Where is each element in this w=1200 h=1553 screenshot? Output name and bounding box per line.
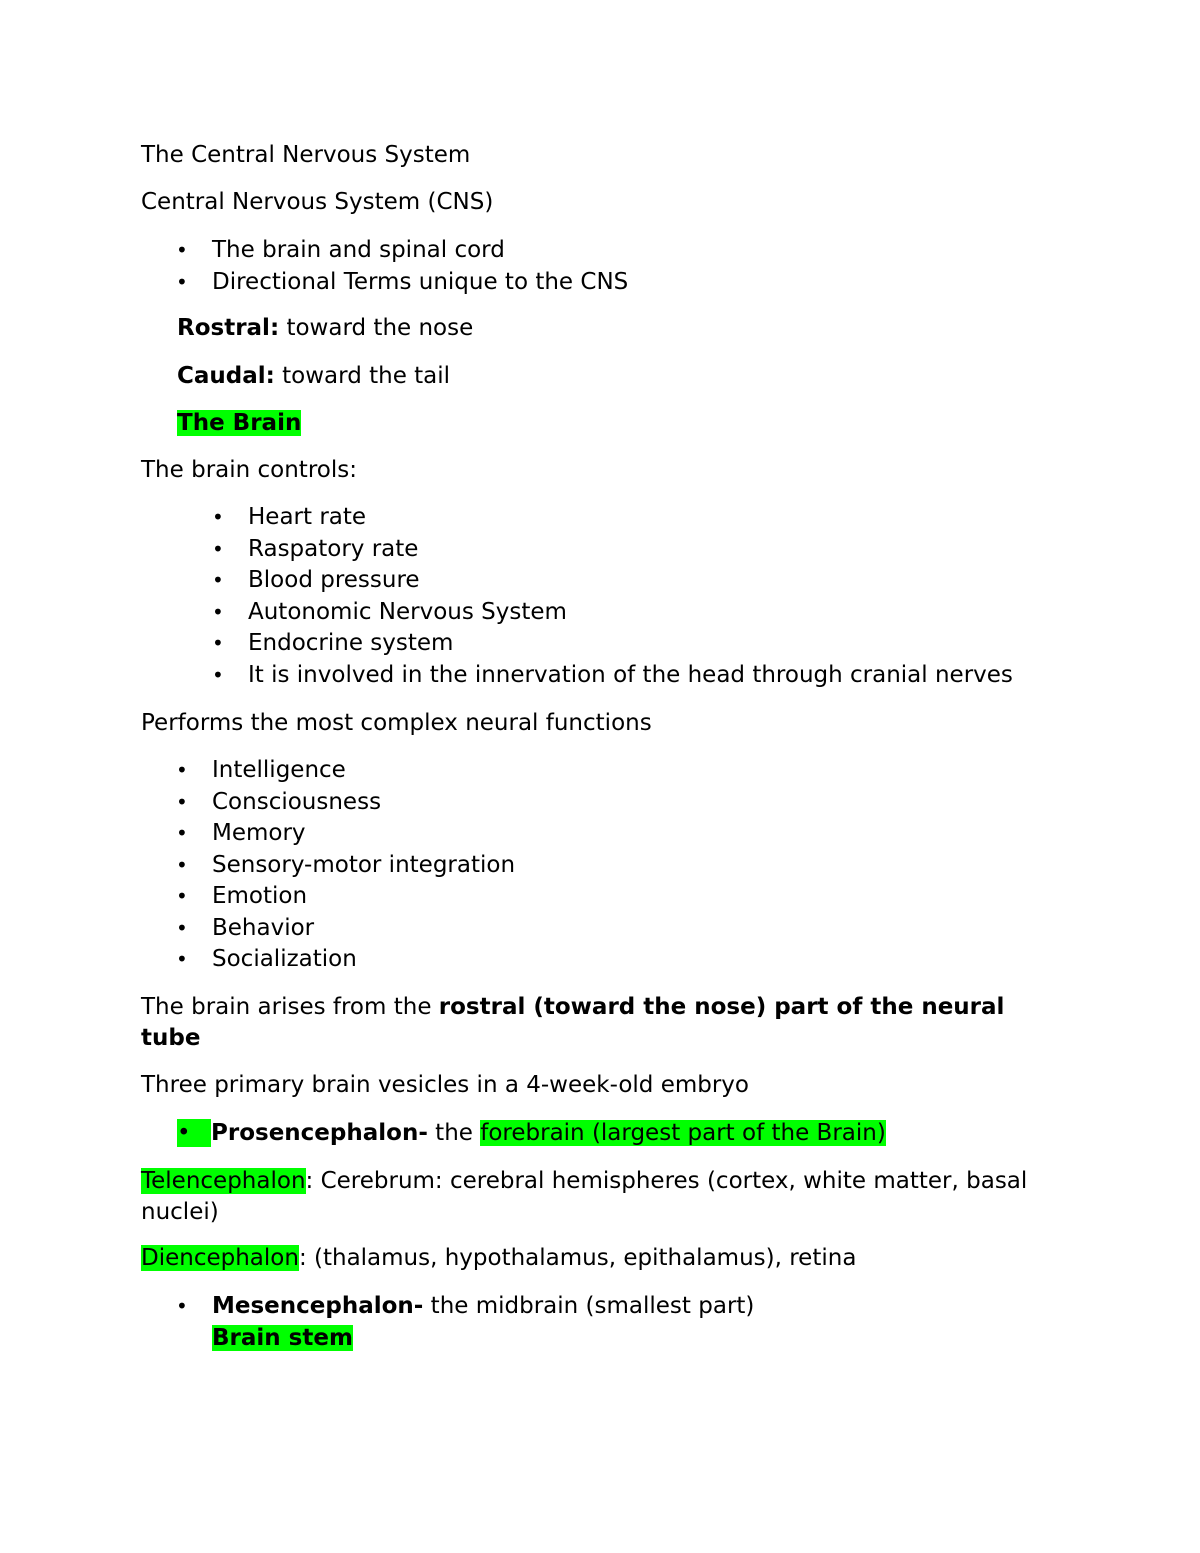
controls-list	[212, 503, 1013, 692]
bullet-icon: •	[212, 599, 224, 624]
list-item	[212, 1324, 754, 1356]
bullet-icon: •	[177, 1119, 211, 1147]
bullet-icon: •	[176, 915, 188, 940]
list-item: • Blood pressure	[212, 567, 420, 593]
diencephalon-definition: Diencephalon: (thalamus, hypothalamus, epithalamus), retina	[141, 1245, 857, 1271]
bullet-icon: •	[176, 269, 188, 294]
bullet-icon: •	[176, 1294, 188, 1318]
caudal-definition: Caudal: toward the tail	[177, 363, 451, 389]
list-item: • Endocrine system	[212, 630, 454, 656]
bullet-icon: •	[212, 536, 224, 561]
list-item: • It is involved in the innervation of the head through cranial nerves	[212, 661, 1013, 688]
brain-stem-label: Brain stem	[212, 1324, 353, 1351]
list-item: • Sensory-motor integration	[176, 851, 516, 878]
list-item: • Mesencephalon- the midbrain (smallest part)	[176, 1293, 755, 1319]
bullet-icon: •	[176, 758, 188, 782]
document-title: The Central Nervous System	[141, 142, 471, 168]
rostral-definition: Rostral: toward the nose	[177, 315, 474, 341]
list-item: • Consciousness	[176, 788, 382, 815]
list-item: • Memory	[176, 820, 306, 846]
list-item: • Raspatory rate	[212, 535, 419, 562]
telencephalon-definition: Telencephalon: Cerebrum: cerebral hemispheres (cortex, white matter, basal nuclei)	[141, 1168, 1028, 1225]
list-item: • Emotion	[176, 883, 308, 909]
list-item: • The brain and spinal cord	[176, 237, 505, 263]
list-item: • Heart rate	[212, 504, 367, 530]
arises-paragraph: The brain arises from the rostral (toward the nose) part of the neural tube	[141, 994, 1005, 1051]
vesicles-intro: Three primary brain vesicles in a 4-week-old embryo	[141, 1072, 749, 1098]
prosencephalon-item: • Prosencephalon- the forebrain (largest part of the Brain)	[177, 1120, 886, 1146]
functions-list	[176, 756, 516, 977]
cns-heading: Central Nervous System (CNS)	[141, 189, 494, 215]
bullet-icon: •	[176, 852, 188, 877]
list-item: • Intelligence	[176, 757, 346, 783]
brain-heading: The Brain	[177, 410, 302, 436]
bullet-icon: •	[212, 505, 224, 529]
list-item: • Socialization	[176, 946, 357, 972]
bullet-icon: •	[212, 662, 224, 687]
bullet-icon: •	[176, 947, 188, 971]
cns-list	[176, 236, 629, 299]
bullet-icon: •	[176, 884, 188, 908]
controls-intro: The brain controls:	[141, 457, 357, 483]
functions-intro: Performs the most complex neural functions	[141, 710, 652, 736]
bullet-icon: •	[176, 789, 188, 814]
bullet-icon: •	[212, 568, 224, 592]
mesencephalon-list	[176, 1292, 755, 1355]
bullet-icon: •	[176, 238, 188, 262]
list-item: • Behavior	[176, 914, 315, 941]
bullet-icon: •	[176, 821, 188, 845]
list-item: • Autonomic Nervous System	[212, 598, 567, 625]
bullet-icon: •	[212, 631, 224, 655]
list-item: • Directional Terms unique to the CNS	[176, 268, 629, 295]
